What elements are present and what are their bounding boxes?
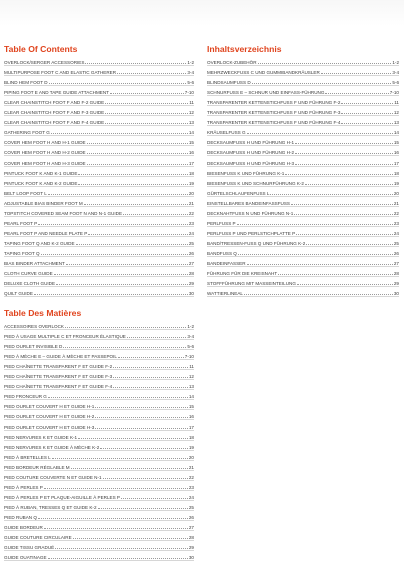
toc-entry-label: PIED À MÈCHE E – GUIDE À MÈCHE ET PASSEPOIL	[4, 354, 117, 360]
toc-entry-label: BIESENFUSS K UND SCHNURFÜHRUNG K-2	[207, 180, 304, 186]
toc-entry-label: GUIDE OUATINAGE	[4, 555, 47, 561]
dot-leader	[34, 291, 188, 295]
toc-entry[interactable]	[4, 320, 194, 330]
dot-leader	[76, 241, 188, 245]
toc-entry[interactable]	[4, 420, 194, 430]
toc-entry-page: 1-2	[187, 60, 194, 66]
toc-entry-page: 23	[188, 220, 194, 226]
toc-entry[interactable]	[4, 227, 194, 237]
dot-leader	[54, 271, 188, 275]
toc-entry-label: PIED BORDEUR RÉGLABLE M	[4, 464, 70, 470]
toc-entry[interactable]	[207, 76, 399, 86]
dot-leader	[95, 414, 188, 418]
dot-leader	[52, 455, 188, 459]
toc-entry-label: GUIDE COUTURE CIRCULAIRE	[4, 535, 72, 541]
toc-french-title: Table Des Matières	[4, 308, 82, 318]
toc-entry[interactable]	[207, 156, 399, 166]
dot-leader	[295, 161, 393, 165]
toc-entry[interactable]	[4, 86, 194, 96]
toc-entry-page: 26	[188, 250, 194, 256]
toc-entry-label: PIED À PERLES P ET PLAQUE-AIGUILLE À PERLES P	[4, 494, 120, 500]
toc-entry-label: PIED OURLET COUVERT H ET GUIDE H-1	[4, 404, 95, 410]
dot-leader	[252, 80, 392, 84]
dot-leader	[247, 261, 393, 265]
dot-leader	[95, 404, 188, 408]
toc-entry-label: PIED OURLET COUVERT H ET GUIDE H-2	[4, 414, 95, 420]
dot-leader	[78, 171, 187, 175]
dot-leader	[48, 191, 188, 195]
dot-leader	[38, 221, 188, 225]
toc-entry[interactable]	[207, 66, 399, 76]
toc-entry-label: PINTUCK FOOT K AND K-2 GUIDE	[4, 180, 78, 186]
toc-entry-page: 13	[188, 384, 194, 390]
toc-entry-label: DECKNAHTFUSS N UND FÜHRUNG N-1	[207, 210, 294, 216]
toc-entry[interactable]	[207, 257, 399, 267]
toc-entry-label: PERLFUSS P	[207, 220, 236, 226]
toc-entry[interactable]	[4, 56, 194, 66]
toc-entry-label: GUIDE BORDEUR	[4, 524, 43, 530]
dot-leader	[84, 201, 188, 205]
toc-entry-label: CLOTH CURVE GUIDE	[4, 271, 53, 277]
toc-entry[interactable]	[4, 521, 194, 531]
toc-entry-label: CLEAR CHAINSTITCH FOOT F AND F-2 GUIDE	[4, 100, 105, 106]
toc-entry-label: COVER HEM FOOT H AND H-1 GUIDE	[4, 140, 86, 146]
toc-entry-label: BANDEINFASSER	[207, 260, 246, 266]
toc-entry-label: PIED À BRETELLES L	[4, 454, 51, 460]
toc-entry-label: PIED CHAÎNETTE TRANSPARENT F ET GUIDE F-3	[4, 374, 113, 380]
dot-leader	[113, 364, 188, 368]
dot-leader	[305, 181, 393, 185]
toc-entry-page: 20	[188, 454, 194, 460]
toc-entry-page: 25	[188, 240, 194, 246]
toc-entry[interactable]	[207, 86, 399, 96]
dot-leader	[95, 425, 188, 429]
toc-entry-page: 29	[393, 281, 399, 287]
toc-entry-page: 24	[188, 494, 194, 500]
toc-entry-page: 14	[393, 130, 399, 136]
toc-entry-page: 25	[188, 504, 194, 510]
dot-leader	[244, 291, 393, 295]
toc-entry-page: 16	[393, 150, 399, 156]
toc-entry-page: 19	[393, 180, 399, 186]
dot-leader	[341, 110, 392, 114]
toc-entry-page: 23	[188, 484, 194, 490]
dot-leader	[296, 231, 393, 235]
toc-entry[interactable]	[207, 106, 399, 116]
dot-leader	[123, 211, 188, 215]
toc-entry[interactable]	[207, 237, 399, 247]
toc-entry-page: 23	[393, 220, 399, 226]
toc-entry[interactable]	[4, 441, 194, 451]
toc-entry-page: 22	[188, 474, 194, 480]
page-header-band	[0, 0, 404, 26]
dot-leader	[38, 515, 188, 519]
toc-entry-page: 19	[188, 444, 194, 450]
toc-entry[interactable]	[207, 187, 399, 197]
toc-entry[interactable]	[4, 451, 194, 461]
toc-entry-label: OVERLOCK/SERGER ACCESSORIES	[4, 60, 85, 66]
dot-leader	[295, 150, 393, 154]
dot-leader	[105, 110, 188, 114]
dot-leader	[55, 545, 188, 549]
toc-entry[interactable]	[4, 146, 194, 156]
toc-entry-page: 17	[393, 160, 399, 166]
toc-entry[interactable]	[4, 267, 194, 277]
dot-leader	[98, 505, 188, 509]
toc-entry[interactable]	[4, 167, 194, 177]
toc-entry-page: 21	[188, 200, 194, 206]
toc-entry-label: BLIND HEM FOOT D	[4, 80, 48, 86]
toc-entry-label: PINTUCK FOOT K AND K-1 GUIDE	[4, 170, 78, 176]
toc-entry-page: 24	[393, 230, 399, 236]
dot-leader	[56, 281, 188, 285]
toc-entry-label: DECKSAUMFUSS H UND FÜHRUNG H-3	[207, 160, 295, 166]
toc-entry-page: 5-6	[187, 344, 194, 350]
toc-entry-page: 11	[189, 100, 194, 106]
toc-entry[interactable]	[4, 481, 194, 491]
toc-entry[interactable]	[4, 511, 194, 521]
toc-entry-page: 16	[188, 414, 194, 420]
toc-entry-label: PIED FRONCEUR G	[4, 394, 47, 400]
toc-entry-page: 28	[188, 535, 194, 541]
dot-leader	[48, 394, 188, 398]
dot-leader	[44, 485, 188, 489]
toc-entry-label: MEHRZWECKFUSS C UND GUMMIBANDKRÄUSLER	[207, 70, 320, 76]
toc-entry[interactable]	[4, 380, 194, 390]
toc-entry-page: 11	[189, 364, 194, 370]
toc-entry-label: CLEAR CHAINSTITCH FOOT F AND F-4 GUIDE	[4, 120, 105, 126]
toc-entry-label: TOPSTITCH COVERED SEAM FOOT N AND N-1 GUIDE	[4, 210, 123, 216]
toc-entry[interactable]	[4, 431, 194, 441]
toc-entry[interactable]	[4, 350, 194, 360]
toc-entry-label: OVERLOCK-ZUBEHÖR	[207, 60, 257, 66]
toc-french	[4, 308, 194, 561]
dot-leader	[51, 130, 188, 134]
toc-entry[interactable]	[4, 207, 194, 217]
toc-entry-label: GUIDE TISSU GRADUÉ	[4, 545, 55, 551]
toc-english-list	[4, 56, 194, 297]
dot-leader	[121, 495, 188, 499]
toc-entry-label: PIED COUTURE COUVERTE N ET GUIDE N-1	[4, 474, 102, 480]
dot-leader	[321, 70, 392, 74]
toc-entry-label: PIED OURLET INVISIBLE D	[4, 344, 63, 350]
toc-entry-page: 29	[188, 545, 194, 551]
toc-entry[interactable]	[207, 227, 399, 237]
toc-entry[interactable]	[4, 66, 194, 76]
toc-entry-page: 21	[393, 200, 399, 206]
toc-german-list	[207, 56, 399, 297]
dot-leader	[341, 100, 393, 104]
toc-entry[interactable]	[4, 277, 194, 287]
toc-entry[interactable]	[4, 370, 194, 380]
toc-entry-page: 30	[393, 291, 399, 297]
toc-entry[interactable]	[207, 146, 399, 156]
toc-entry-label: PIED OURLET COUVERT H ET GUIDE H-3	[4, 424, 95, 430]
toc-entry-page: 15	[188, 404, 194, 410]
toc-entry[interactable]	[4, 217, 194, 227]
toc-entry-page: 7-10	[389, 90, 399, 96]
toc-entry-page: 24	[188, 230, 194, 236]
toc-entry-label: MULTIPURPOSE FOOT C AND ELASTIC GATHERER	[4, 70, 117, 76]
toc-entry-page: 12	[188, 110, 194, 116]
dot-leader	[78, 181, 187, 185]
toc-entry-page: 28	[188, 271, 194, 277]
toc-entry-page: 13	[188, 120, 194, 126]
toc-entry-label: BLINDSAUMFUSS D	[207, 80, 251, 86]
toc-entry[interactable]	[4, 551, 194, 561]
dot-leader	[270, 191, 392, 195]
toc-entry-page: 26	[393, 250, 399, 256]
toc-entry[interactable]	[207, 267, 399, 277]
toc-entry[interactable]	[4, 106, 194, 116]
toc-entry-label: BIESENFUSS K UND FÜHRUNG K-1	[207, 170, 285, 176]
dot-leader	[88, 231, 188, 235]
toc-entry[interactable]	[4, 197, 194, 207]
dot-leader	[44, 525, 188, 529]
toc-entry-label: WATTIERLINEAL	[207, 291, 243, 297]
toc-french-list	[4, 320, 194, 561]
toc-entry-label: PIED À RUBAN, TRESSES Q ET GUIDE K-2	[4, 504, 97, 510]
toc-entry[interactable]	[4, 541, 194, 551]
toc-entry-page: 13	[393, 120, 399, 126]
toc-entry-label: FÜHRUNG FÜR DIE KREISNAHT	[207, 271, 278, 277]
toc-entry[interactable]	[4, 116, 194, 126]
dot-leader	[285, 171, 393, 175]
toc-entry-label: PIED CHAÎNETTE TRANSPARENT F ET GUIDE F-4	[4, 384, 113, 390]
toc-entry-page: 29	[188, 281, 194, 287]
toc-entry-page: 3-4	[187, 334, 194, 340]
toc-entry-page: 17	[188, 160, 194, 166]
dot-leader	[105, 100, 188, 104]
toc-entry-label: PIED NERVURES K ET GUIDE À MÈCHE K-2	[4, 444, 100, 450]
dot-leader	[48, 555, 188, 559]
toc-entry-page: 15	[188, 140, 194, 146]
toc-entry-label: GÜRTELSCHLAUFENFUSS L	[207, 190, 270, 196]
toc-entry[interactable]	[207, 247, 399, 257]
dot-leader	[258, 60, 392, 64]
dot-leader	[113, 384, 188, 388]
toc-entry-label: GATHERING FOOT G	[4, 130, 50, 136]
toc-entry[interactable]	[207, 56, 399, 66]
toc-entry[interactable]	[4, 126, 194, 136]
toc-entry[interactable]	[4, 400, 194, 410]
toc-english	[4, 44, 194, 297]
dot-leader	[297, 281, 393, 285]
toc-entry[interactable]	[4, 187, 194, 197]
toc-entry-label: PIED CHAÎNETTE TRANSPARENT F ET GUIDE F-2	[4, 364, 113, 370]
toc-entry-page: 15	[393, 140, 399, 146]
toc-entry-label: KRÄUSELFUSS G	[207, 130, 246, 136]
toc-entry-label: BANDFUSS Q	[207, 250, 237, 256]
dot-leader	[73, 535, 188, 539]
dot-leader	[85, 60, 186, 64]
dot-leader	[87, 140, 188, 144]
toc-entry[interactable]	[207, 217, 399, 227]
toc-entry[interactable]	[207, 116, 399, 126]
toc-entry-page: 18	[188, 170, 194, 176]
toc-entry-label: ACCESSOIRES OVERLOCK	[4, 324, 64, 330]
dot-leader	[291, 201, 393, 205]
dot-leader	[100, 445, 188, 449]
toc-entry-label: BAND/TRESSEN-FUSS Q UND FÜHRUNG K-2	[207, 240, 306, 246]
dot-leader	[294, 211, 393, 215]
toc-entry[interactable]	[207, 126, 399, 136]
toc-entry-label: CLEAR CHAINSTITCH FOOT F AND F-3 GUIDE	[4, 110, 105, 116]
toc-entry-page: 21	[188, 464, 194, 470]
toc-entry[interactable]	[4, 156, 194, 166]
toc-entry-page: 14	[188, 130, 194, 136]
toc-entry[interactable]	[4, 501, 194, 511]
toc-entry-page: 22	[393, 210, 399, 216]
toc-english-title: Table Of Contents	[4, 44, 78, 54]
toc-entry-page: 25	[393, 240, 399, 246]
toc-entry-label: EINSTELLBARES BANDEINFASSFUSS	[207, 200, 290, 206]
toc-entry-label: DECKSAUMFUSS H UND FÜHRUNG H-1	[207, 140, 295, 146]
toc-entry-page: 28	[393, 271, 399, 277]
dot-leader	[306, 241, 393, 245]
toc-entry-label: TRANSPARENTER KETTENSTICHFUSS F UND FÜHRUNG F-2	[207, 100, 341, 106]
dot-leader	[78, 435, 188, 439]
toc-entry[interactable]	[4, 390, 194, 400]
toc-entry-page: 16	[188, 150, 194, 156]
toc-entry-page: 27	[393, 260, 399, 266]
toc-entry-label: STOFFFÜHRUNG MIT MASSEINTEILUNG	[207, 281, 296, 287]
toc-german	[207, 44, 399, 297]
toc-entry[interactable]	[207, 207, 399, 217]
toc-entry-label: BELT LOOP FOOT L	[4, 190, 47, 196]
toc-entry-page: 7-10	[184, 354, 194, 360]
toc-entry-page: 27	[188, 260, 194, 266]
dot-leader	[341, 120, 392, 124]
toc-entry-page: 1-2	[187, 324, 194, 330]
toc-entry[interactable]	[4, 177, 194, 187]
dot-leader	[63, 344, 186, 348]
dot-leader	[103, 475, 188, 479]
toc-entry-page: 27	[188, 524, 194, 530]
toc-entry-label: PIED RUBAN Q	[4, 514, 37, 520]
toc-entry-page: 5-6	[392, 80, 399, 86]
toc-entry[interactable]	[4, 531, 194, 541]
toc-entry[interactable]	[4, 410, 194, 420]
toc-entry-label: ADJUSTABLE BIAS BINDER FOOT M	[4, 200, 83, 206]
toc-entry-label: COVER HEM FOOT H AND H-3 GUIDE	[4, 160, 86, 166]
toc-entry[interactable]	[4, 491, 194, 501]
toc-entry-page: 12	[393, 110, 399, 116]
toc-entry-page: 19	[188, 180, 194, 186]
toc-entry[interactable]	[207, 287, 399, 297]
toc-entry[interactable]	[4, 330, 194, 340]
dot-leader	[237, 221, 393, 225]
dot-leader	[66, 261, 188, 265]
toc-entry-label: QUILT GUIDE	[4, 291, 33, 297]
toc-german-title: Inhaltsverzeichnis	[207, 44, 282, 54]
toc-entry-page: 3-4	[392, 70, 399, 76]
dot-leader	[110, 90, 184, 94]
toc-entry[interactable]	[207, 177, 399, 187]
toc-entry-page: 26	[188, 514, 194, 520]
toc-entry-label: TAPING FOOT Q AND K-2 GUIDE	[4, 240, 75, 246]
toc-entry-label: SCHNURFUSS E – SCHNUR UND EINFASS-FÜHRUNG	[207, 90, 325, 96]
toc-entry-label: PERLFUSS P UND PERLSTICHPLATTE P	[207, 230, 296, 236]
toc-entry[interactable]	[4, 360, 194, 370]
toc-entry-page: 7-10	[184, 90, 194, 96]
toc-entry-page: 30	[188, 555, 194, 561]
dot-leader	[113, 374, 188, 378]
toc-entry-page: 22	[188, 210, 194, 216]
toc-entry-page: 14	[188, 394, 194, 400]
dot-leader	[127, 334, 187, 338]
dot-leader	[65, 324, 186, 328]
dot-leader	[41, 251, 188, 255]
toc-entry-label: BIAS BINDER ATTACHMENT	[4, 260, 65, 266]
toc-entry[interactable]	[207, 136, 399, 146]
toc-entry-label: PIPING FOOT E AND TAPE GUIDE ATTACHMENT	[4, 90, 109, 96]
toc-entry-page: 5-6	[187, 80, 194, 86]
toc-entry-page: 3-4	[187, 70, 194, 76]
toc-entry-label: TRANSPARENTER KETTENSTICHFUSS F UND FÜHRUNG F-3	[207, 110, 341, 116]
toc-entry[interactable]	[4, 257, 194, 267]
toc-entry-page: 20	[188, 190, 194, 196]
toc-entry-label: PIED À PERLES P	[4, 484, 43, 490]
toc-entry-label: PIED NERVURES K ET GUIDE K-1	[4, 434, 78, 440]
toc-entry[interactable]	[4, 247, 194, 257]
toc-entry-label: DECKSAUMFUSS H UND FÜHRUNG H-2	[207, 150, 295, 156]
toc-entry-page: 18	[393, 170, 399, 176]
toc-entry-label: DELUXE CLOTH GUIDE	[4, 281, 56, 287]
toc-entry-page: 18	[188, 434, 194, 440]
toc-entry[interactable]	[207, 96, 399, 106]
toc-entry-label: TRANSPARENTER KETTENSTICHFUSS F UND FÜHRUNG F-4	[207, 120, 341, 126]
toc-entry-page: 11	[394, 100, 399, 106]
dot-leader	[278, 271, 393, 275]
toc-entry-label: PEARL FOOT P	[4, 220, 38, 226]
toc-entry-label: PIED À USAGE MULTIPLE C ET FRONCEUR ÉLASTIQUE	[4, 334, 126, 340]
dot-leader	[238, 251, 393, 255]
toc-entry-page: 12	[188, 374, 194, 380]
toc-entry[interactable]	[4, 76, 194, 86]
toc-entry[interactable]	[4, 287, 194, 297]
toc-entry-label: COVER HEM FOOT H AND H-2 GUIDE	[4, 150, 86, 156]
dot-leader	[118, 354, 184, 358]
toc-entry[interactable]	[207, 167, 399, 177]
dot-leader	[49, 80, 187, 84]
toc-entry[interactable]	[4, 461, 194, 471]
toc-entry[interactable]	[4, 340, 194, 350]
toc-entry-label: PEARL FOOT P AND NEEDLE PLATE P	[4, 230, 88, 236]
dot-leader	[71, 465, 188, 469]
toc-entry[interactable]	[4, 96, 194, 106]
dot-leader	[87, 150, 188, 154]
toc-entry-page: 1-2	[392, 60, 399, 66]
toc-entry-page: 17	[188, 424, 194, 430]
toc-entry-label: TAPING FOOT Q	[4, 250, 40, 256]
toc-entry-page: 30	[188, 291, 194, 297]
dot-leader	[105, 120, 188, 124]
toc-entry[interactable]	[207, 277, 399, 287]
dot-leader	[247, 130, 393, 134]
dot-leader	[87, 161, 188, 165]
dot-leader	[117, 70, 186, 74]
dot-leader	[295, 140, 393, 144]
toc-entry[interactable]	[4, 136, 194, 146]
toc-entry[interactable]	[4, 471, 194, 481]
dot-leader	[325, 90, 388, 94]
toc-entry-page: 20	[393, 190, 399, 196]
toc-entry[interactable]	[4, 237, 194, 247]
toc-entry[interactable]	[207, 197, 399, 207]
